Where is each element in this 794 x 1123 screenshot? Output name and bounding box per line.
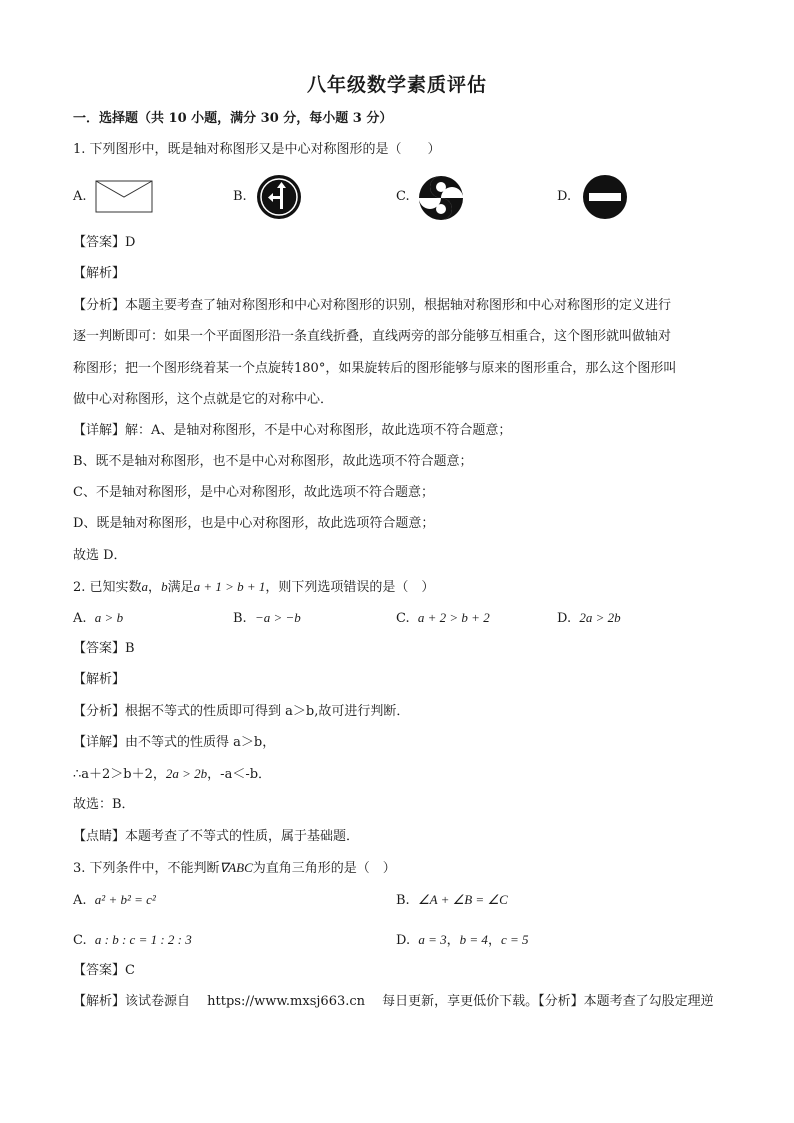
- q2-step-1: ∴a＋2＞b＋2，: [73, 767, 166, 782]
- q2-option-d-label: D.: [557, 611, 572, 626]
- page-title: 八年级数学素质评估: [306, 74, 487, 96]
- q3-option-d-expr-1: a = 3: [418, 932, 447, 947]
- q2-option-b-label: B.: [233, 611, 247, 626]
- q3-option-d: [396, 931, 529, 950]
- q2-option-c-label: C.: [396, 611, 410, 626]
- q2-stem: [73, 578, 434, 597]
- q2-xiangjie: 【详解】由不等式的性质得 a＞b，: [73, 735, 276, 750]
- q3-triangle: ∇ABC: [219, 860, 253, 875]
- q2-step-expr: 2a > 2b: [165, 766, 208, 781]
- q3-option-b-expr: ∠A + ∠B = ∠C: [417, 892, 508, 907]
- q1-xiangjie-line-4: D、既是轴对称图形，也是中心对称图形，故此选项符合题意；: [73, 516, 435, 531]
- q3-option-c-expr: a : b : c = 1 : 2 : 3: [94, 932, 192, 947]
- q2-analysis-label: 【解析】: [73, 672, 126, 687]
- q1-answer: 【答案】D: [73, 235, 136, 250]
- q2-fenxi: 【分析】根据不等式的性质即可得到 a＞b,故可进行判断．: [73, 704, 410, 719]
- q1-option-a-label: A.: [73, 189, 87, 204]
- q1-analysis-label: 【解析】: [73, 266, 126, 281]
- q1-fenxi-line-1: 【分析】本题主要考查了轴对称图形和中心对称图形的识别，根据轴对称图形和中心对称图形的定义进行: [73, 298, 672, 313]
- q2-option-a-expr: a > b: [94, 610, 124, 625]
- q1-option-b-label: B.: [233, 189, 247, 204]
- q3-option-a: [73, 891, 156, 910]
- section-heading: 一．选择题（共 10 小题，满分 30 分，每小题 3 分）: [73, 111, 393, 126]
- q3-stem-part-1: 3. 下列条件中，不能判断: [73, 861, 220, 876]
- q2-option-c: [396, 609, 490, 628]
- q3-option-d-label: D.: [396, 933, 411, 948]
- q1-xiangjie-line-2: B、既不是轴对称图形，也不是中心对称图形，故此选项不符合题意；: [73, 454, 473, 469]
- q3-stem: [73, 859, 396, 878]
- q3-option-d-expr-2: b = 4: [459, 932, 488, 947]
- q2-option-d: [557, 609, 621, 628]
- q2-condition: a + 1 > b + 1: [193, 579, 266, 594]
- q1-xiangjie-line-1: 【详解】解：A、是轴对称图形，不是中心对称图形，故此选项不符合题意；: [73, 423, 512, 438]
- envelope-icon: [95, 180, 153, 213]
- q3-option-a-label: A.: [73, 893, 87, 908]
- q3-stem-part-2: 为直角三角形的是（ ）: [252, 861, 396, 876]
- q2-var-a: a: [141, 579, 149, 594]
- q2-dianjing: 【点睛】本题考查了不等式的性质，属于基础题．: [73, 829, 360, 844]
- q2-step-2: ，-a＜-b．: [207, 767, 272, 782]
- q2-option-c-expr: a + 2 > b + 2: [417, 610, 490, 625]
- q1-xiangjie-line-3: C、不是轴对称图形，是中心对称图形，故此选项不符合题意；: [73, 485, 434, 500]
- swirl-icon: [417, 174, 465, 222]
- no-entry-icon: [582, 174, 628, 220]
- q2-conclusion: 故选：B．: [73, 797, 135, 812]
- q2-option-a-label: A.: [73, 611, 87, 626]
- q2-var-b: b: [161, 579, 168, 594]
- q1-conclusion: 故选 D．: [73, 548, 127, 563]
- q1-fenxi-line-3: 称图形；把一个图形绕着某一个点旋转180°，如果旋转后的图形能够与原来的图形重合，那么这个图形叫: [73, 361, 677, 376]
- q1-fenxi-line-2: 逐一判断即可：如果一个平面图形沿一条直线折叠，直线两旁的部分能够互相重合，这个图形就叫做轴对: [73, 329, 672, 344]
- q3-option-c-label: C.: [73, 933, 87, 948]
- q3-option-b: [396, 891, 508, 910]
- q1-option-c-label: C.: [396, 189, 410, 204]
- q1-option-d-label: D.: [557, 189, 572, 204]
- q2-option-b: [233, 609, 301, 628]
- q3-option-d-sep-2: ，: [487, 933, 501, 948]
- q2-stem-sep: ，: [148, 580, 162, 595]
- q3-footer-line: 【解析】该试卷源自 https://www.mxsj663.cn 每日更新，享更低价下载。【分析】本题考查了勾股定理逆: [73, 994, 714, 1009]
- q3-answer: 【答案】C: [73, 963, 135, 978]
- q3-option-b-label: B.: [396, 893, 410, 908]
- q2-option-d-expr: 2a > 2b: [579, 610, 621, 625]
- q2-stem-part-3: ，则下列选项错误的是（ ）: [265, 580, 435, 595]
- q3-option-d-expr-3: c = 5: [500, 932, 529, 947]
- q2-option-b-expr: −a > −b: [254, 610, 301, 625]
- q2-stem-part-2: 满足: [167, 580, 194, 595]
- q2-answer: 【答案】B: [73, 641, 135, 656]
- q2-stem-part-1: 2. 已知实数: [73, 580, 142, 595]
- q3-option-c: [73, 931, 192, 950]
- q3-option-a-expr: a² + b² = c²: [94, 892, 156, 907]
- q1-fenxi-line-4: 做中心对称图形，这个点就是它的对称中心．: [73, 392, 334, 407]
- traffic-sign-icon: [256, 174, 302, 220]
- q2-option-a: [73, 609, 123, 628]
- q3-option-d-sep-1: ，: [446, 933, 460, 948]
- q1-stem: 1. 下列图形中，既是轴对称图形又是中心对称图形的是（ ）: [73, 142, 441, 157]
- q2-steps: [73, 765, 271, 784]
